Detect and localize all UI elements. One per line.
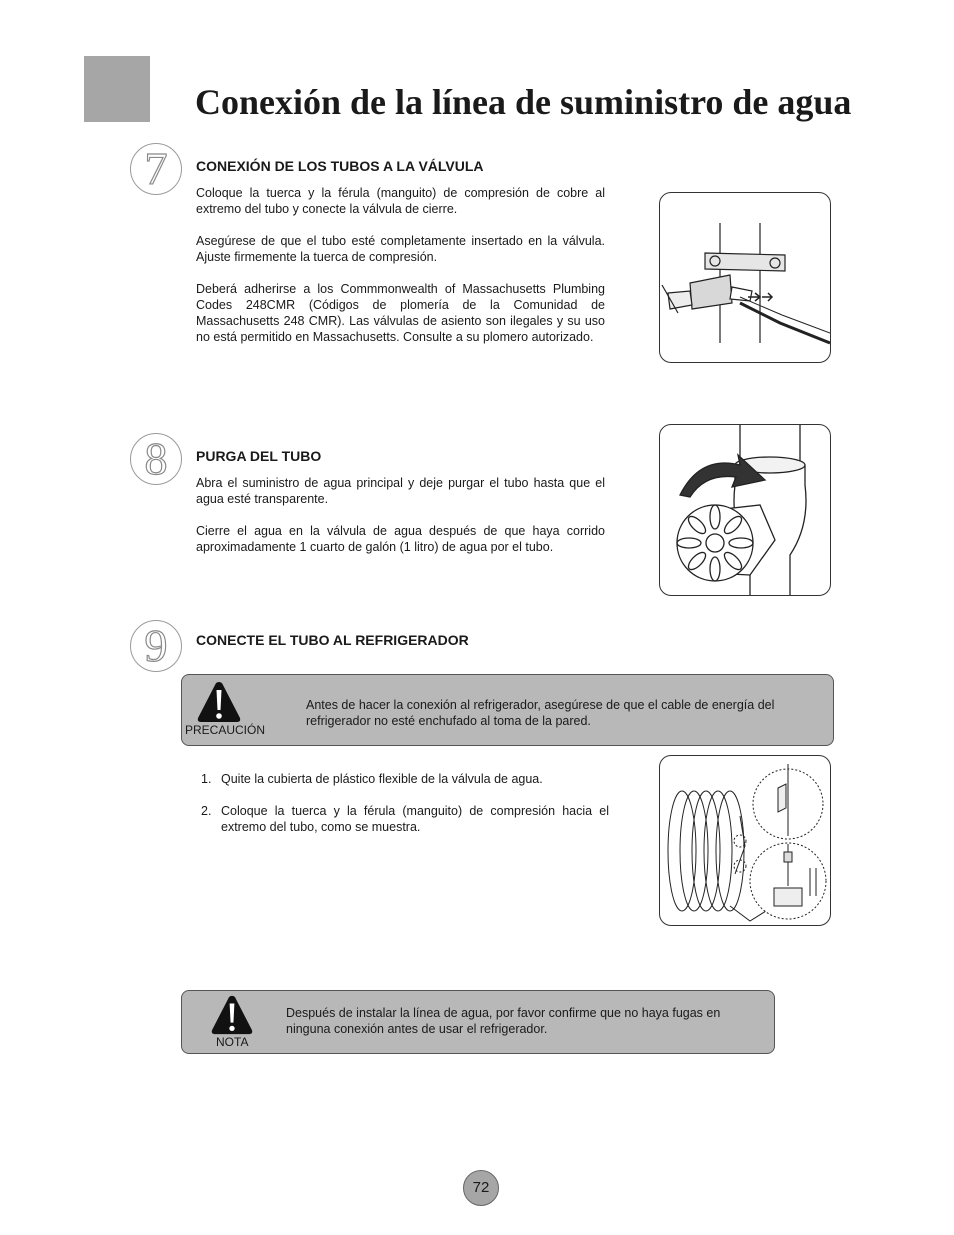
- paragraph: Deberá adherirse a los Commmonwealth of Massachusetts Plumbing Codes 248CMR (Códigos de plomería de la Comunidad de Massachusetts 248 CMR). Las válvulas de asiento son ilegales y su uso no está permitido en Massachusetts. Consulte a su plomero autorizado.: [196, 282, 605, 344]
- section-heading-9: CONECTE EL TUBO AL REFRIGERADOR: [196, 632, 469, 648]
- note-box: [181, 990, 775, 1054]
- refrigerator-connection-illustration: [659, 755, 831, 926]
- paragraph: Abra el suministro de agua principal y deje purgar el tubo hasta que el agua esté transparente.: [196, 476, 605, 506]
- list-number: 2.: [201, 804, 212, 818]
- step-number-9: 9: [130, 620, 182, 672]
- page-number: 72: [463, 1170, 499, 1206]
- paragraph: Asegúrese de que el tubo esté completamente insertado en la válvula. Ajuste firmemente la tuerca de compresión.: [196, 234, 605, 264]
- note-label: NOTA: [216, 1035, 249, 1049]
- caution-box: [181, 674, 834, 746]
- list-item: [201, 803, 609, 835]
- note-text: Después de instalar la línea de agua, por favor confirme que no haya fugas en ninguna conexión antes de usar el refrigerador.: [286, 1006, 721, 1036]
- paragraph: Coloque la tuerca y la férula (manguito) de compresión de cobre al extremo del tubo y conecte la válvula de cierre.: [196, 186, 605, 216]
- steps-list: [201, 771, 609, 851]
- section-heading-7: CONEXIÓN DE LOS TUBOS A LA VÁLVULA: [196, 158, 484, 174]
- step-number-8: 8: [130, 433, 182, 485]
- list-number: 1.: [201, 772, 212, 786]
- list-text: Coloque la tuerca y la férula (manguito) de compresión hacia el extremo del tubo, como se muestra.: [221, 804, 609, 834]
- list-text: Quite la cubierta de plástico flexible de la válvula de agua.: [221, 772, 543, 786]
- section-body-7: [196, 185, 605, 361]
- section-body-8: [196, 475, 605, 571]
- paragraph: Cierre el agua en la válvula de agua después de que haya corrido aproximadamente 1 cuarto de galón (1 litro) de agua por el tubo.: [196, 524, 605, 554]
- list-item: [201, 771, 609, 787]
- page-title: Conexión de la línea de suministro de agua: [195, 82, 852, 122]
- caution-label: PRECAUCIÓN: [185, 723, 266, 737]
- valve-handle-illustration: [659, 424, 831, 596]
- valve-connection-illustration: [659, 192, 831, 363]
- caution-text: Antes de hacer la conexión al refrigerador, asegúrese de que el cable de energía del refrigerador no esté enchufado al toma de la pared.: [306, 698, 775, 728]
- step-number-7: 7: [130, 143, 182, 195]
- header-tab-block: [84, 56, 150, 122]
- warning-triangle-icon: [209, 994, 255, 1036]
- warning-triangle-icon: [196, 680, 242, 724]
- section-heading-8: PURGA DEL TUBO: [196, 448, 322, 464]
